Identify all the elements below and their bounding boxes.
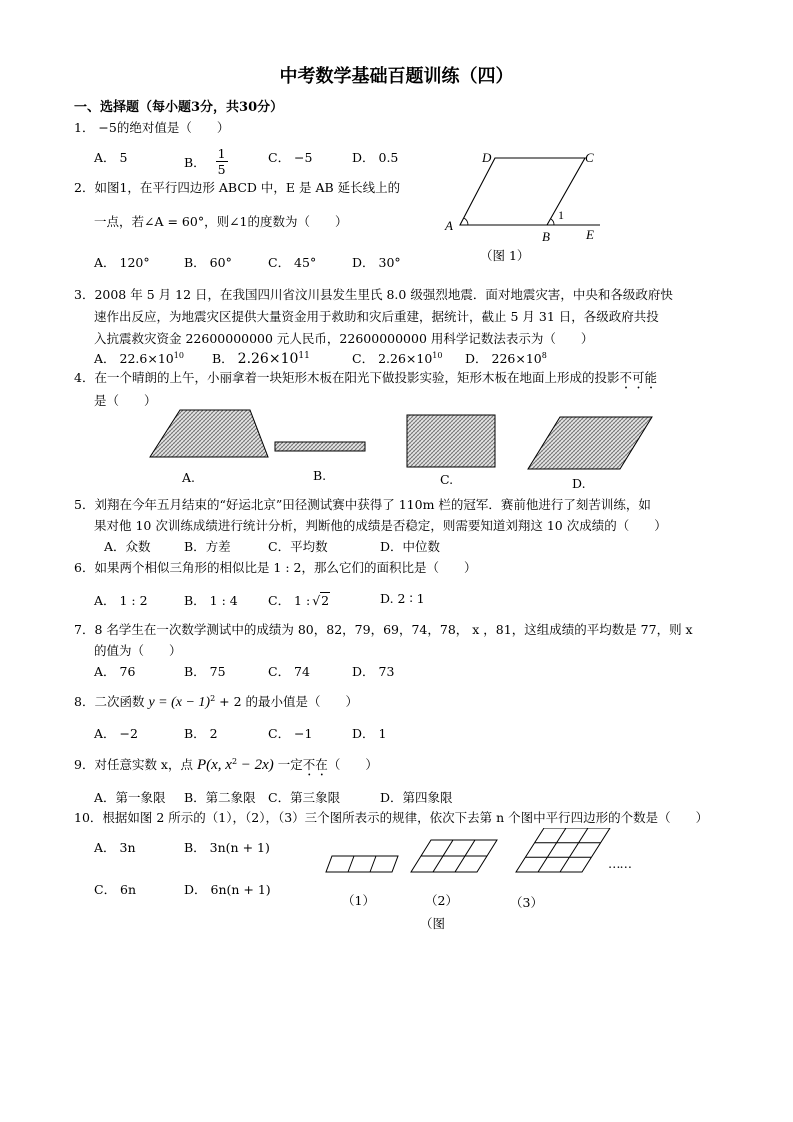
- q5-option-c: C．平均数: [268, 539, 328, 554]
- q6-option-c: C． 1 : √2: [268, 593, 330, 608]
- q2-option-d: D． 30°: [352, 255, 401, 270]
- q10-option-a: A． 3n: [94, 840, 136, 855]
- q1-option-c: C． −5: [268, 150, 313, 165]
- q2-option-b: B． 60°: [184, 255, 232, 270]
- section-heading: 一、选择题（每小题3分，共30分）: [74, 100, 284, 115]
- q9-option-c: C．第三象限: [268, 790, 341, 805]
- figure-shadow-shapes: [140, 405, 670, 475]
- q6-option-a: A． 1 : 2: [94, 593, 148, 608]
- q4-option-c: C.: [440, 472, 454, 487]
- angle-1-label: 1: [558, 208, 564, 222]
- q6-option-b: B． 1 : 4: [184, 593, 238, 608]
- q3-option-a: A． $22.6\times 10^{10}$: [94, 350, 184, 366]
- vertex-c-label: C: [585, 150, 594, 165]
- vertex-b-label: B: [542, 229, 550, 244]
- q2-option-a: A． 120°: [94, 255, 150, 270]
- figure-2-grids: [320, 828, 640, 890]
- q3-option-b: B． $2.26\times 10^{11}$: [212, 350, 310, 367]
- q4-option-a: A.: [182, 470, 196, 485]
- ellipsis-continuation: ……: [608, 856, 631, 871]
- q10-option-c: C． 6n: [94, 882, 137, 897]
- fraction-numerator: 1: [217, 146, 226, 161]
- q8-option-a: A． −2: [94, 726, 138, 741]
- q7-option-a: A． 76: [94, 664, 136, 679]
- q2-option-c: C． 45°: [268, 255, 317, 270]
- point-e-label: E: [586, 227, 594, 242]
- q10-option-d: D． 6n(n + 1): [184, 882, 271, 897]
- q10-stem: 10．根据如图 2 所示的（1），（2），（3）三个图所表示的规律，依次下去第 n 个图中平行四边形的个数是（ ）: [74, 810, 709, 825]
- q8-option-d: D． 1: [352, 726, 387, 741]
- q1-stem: 1． −5的绝对值是（ ）: [74, 120, 230, 135]
- radicand: 2: [321, 593, 330, 608]
- q7-option-c: C． 74: [268, 664, 310, 679]
- emphasis-text: 不可能: [619, 370, 657, 385]
- q5-option-a: A．众数: [104, 539, 151, 554]
- q4-line2: 是（ ）: [94, 393, 157, 408]
- q10-option-b: B． 3n(n + 1): [184, 840, 270, 855]
- emphasis-text: 不在: [302, 757, 328, 772]
- vertex-d-label: D: [482, 150, 492, 165]
- angle-a-arc: [464, 218, 468, 225]
- q7-line1: 7．8 名学生在一次数学测试中的成绩为 80，82，79，69，74，78， x ，81，这组成绩的平均数是 77，则 x: [74, 622, 693, 637]
- shape-a-trapezoid: [150, 410, 268, 457]
- q8-stem: 8．二次函数 $y = (x - 1)^2 + 2$ 的最小值是（ ）: [74, 693, 359, 710]
- vertex-a-label: A: [445, 218, 453, 233]
- q2-line1: 2．如图1，在平行四边形 ABCD 中，E 是 AB 延长线上的: [74, 180, 401, 195]
- q5-line1: 5．刘翔在今年五月结束的“好运北京”田径测试赛中获得了 110m 栏的冠军．赛前他进行了刻苦训练，如: [74, 497, 651, 512]
- q7-line2: 的值为（ ）: [94, 643, 182, 658]
- grid-1: [326, 856, 398, 872]
- parallelogram-abcd: [460, 158, 585, 225]
- q3-line1: 3．2008 年 5 月 12 日，在我国四川省汶川县发生里氏 8.0 级强烈地震．面对地震灾害，中央和各级政府快: [74, 287, 673, 302]
- grid-2-caption: （2）: [425, 893, 458, 908]
- q9-stem: 9．对任意实数 x，点 P(x, $x^2 - 2x$) 一定不在（ ）: [74, 756, 378, 773]
- grid-1-caption: （1）: [342, 893, 375, 908]
- q5-option-b: B．方差: [184, 539, 231, 554]
- fraction-denominator: 5: [217, 162, 226, 177]
- q7-option-d: D． 73: [352, 664, 395, 679]
- q7-option-b: B． 75: [184, 664, 226, 679]
- q3-line2: 速作出反应，为地震灾区提供大量资金用于救助和灾后重建，据统计，截止 5 月 31 日，各级政府共投: [94, 309, 659, 324]
- shape-b-line-segment: [275, 442, 365, 451]
- q5-option-d: D．中位数: [380, 539, 441, 554]
- figure-1-caption: （图 1）: [480, 248, 530, 263]
- q3-option-d: D． $226\times 10^8$: [465, 350, 547, 366]
- grid-2: [411, 840, 497, 872]
- q2-line2: 一点，若∠A = 60°，则∠1的度数为（ ）: [94, 214, 348, 229]
- q4-line1: 4．在一个晴朗的上午，小丽拿着一块矩形木板在阳光下做投影实验，矩形木板在地面上形成的投影不可能: [74, 370, 657, 385]
- q1-option-a: A． 5: [94, 150, 128, 165]
- figure-2-caption: （图: [420, 916, 446, 931]
- q6-option-d: D. 2 ∶ 1: [380, 591, 425, 606]
- q8-option-b: B． 2: [184, 726, 218, 741]
- q1-option-b: B． $\frac{1}{5}$: [184, 146, 226, 177]
- q6-stem: 6．如果两个相似三角形的相似比是 1 : 2，那么它们的面积比是（ ）: [74, 560, 477, 575]
- q4-option-b: B.: [313, 468, 327, 483]
- angle-1-arc: [551, 219, 554, 225]
- q4-option-d: D.: [572, 476, 586, 491]
- q9-option-b: B．第二象限: [184, 790, 256, 805]
- q5-line2: 果对他 10 次训练成绩进行统计分析，判断他的成绩是否稳定，则需要知道刘翔这 10 次成绩的（ ）: [94, 518, 667, 533]
- q3-option-c: C． $2.26\times 10^{10}$: [352, 350, 443, 366]
- shape-c-rectangle: [407, 415, 495, 467]
- q3-line3: 入抗震救灾资金 22600000000 元人民币，22600000000 用科学记数法表示为（ ）: [94, 331, 594, 346]
- shape-d-parallelogram: [528, 417, 652, 469]
- page-title: 中考数学基础百题训练（四）: [279, 66, 514, 87]
- q1-option-d: D． 0.5: [352, 150, 399, 165]
- q9-option-d: D．第四象限: [380, 790, 453, 805]
- grid-3-caption: （3）: [510, 895, 543, 910]
- q9-option-a: A．第一象限: [94, 790, 166, 805]
- grid-3: [516, 828, 610, 872]
- q8-option-c: C． −1: [268, 726, 313, 741]
